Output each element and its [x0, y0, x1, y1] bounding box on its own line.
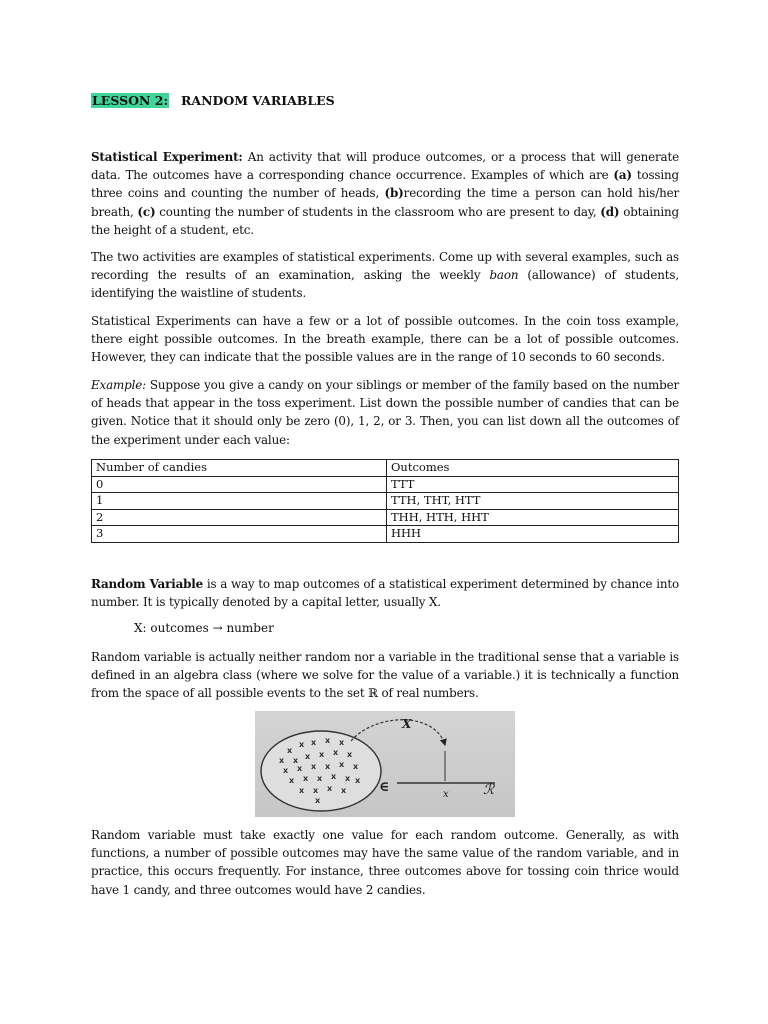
lesson-number: LESSON 2:: [92, 93, 169, 108]
outcome-point: x: [325, 736, 331, 745]
outcome-point: x: [311, 738, 317, 747]
text: counting the number of students in the classroom who are present to day,: [155, 204, 601, 219]
paragraph-function: Random variable is actually neither random nor a variable in the traditional sense that a variable is defined in an algebra class (where we solve for the value of a variable.) it is technically a function from the space of all possible events to the set ℝ of real numbers.: [91, 650, 679, 701]
table-header-row: [92, 460, 679, 477]
marker-b: (b): [384, 186, 404, 201]
random-variable-figure: [255, 711, 515, 817]
table-header-cell: Outcomes: [387, 460, 679, 477]
paragraph-example: [91, 376, 679, 449]
outcome-point: x: [287, 746, 293, 755]
text: Suppose you give a candy on your siblings or member of the family based on the number of heads that appear in the toss experiment. List down the possible number of candies that can be given. Notice that it should only be zero (0), 1, 2, or 3. Then, you can list down all the outcomes of the experiment under each value:: [91, 378, 679, 447]
outcome-point: x: [305, 752, 311, 761]
outcome-point: x: [311, 762, 317, 771]
table-cell: TTT: [387, 476, 679, 493]
outcome-point: x: [297, 764, 303, 773]
text: obtaining the height of a student, etc.: [91, 204, 680, 237]
table-row: [92, 476, 679, 493]
table-cell: TTH, THT, HTT: [387, 493, 679, 510]
outcome-point: x: [341, 786, 347, 795]
outcome-point: x: [317, 774, 323, 783]
table-cell: THH, HTH, HHT: [387, 509, 679, 526]
mapping-formula: X: outcomes → number: [134, 621, 274, 635]
element-label: x: [443, 789, 449, 800]
lesson-heading: [91, 93, 335, 108]
lesson-title: RANDOM VARIABLES: [181, 93, 335, 108]
outcome-point: x: [279, 756, 285, 765]
paragraph-outcomes: Statistical Experiments can have a few or a lot of possible outcomes. In the coin toss example, there eight possible outcomes. In the breath example, there can be a lot of possible outcomes. However, they can indicate that the possible values are in the range of 10 seconds to 60 seconds.: [91, 314, 679, 365]
text: The two activities are examples of statistical experiments. Come up with several examples, such as recording the results of an examination, asking the weekly: [91, 250, 679, 283]
text: (allowance) of students, identifying the waistline of students.: [91, 268, 679, 301]
paragraph-random-variable: [91, 575, 679, 611]
candies-outcomes-table: [91, 459, 679, 543]
reals-symbol: ℛ: [483, 782, 495, 798]
text: An activity that will produce outcomes, or a process that will generate data. The outcomes have a corresponding chance occurrence. Examples of which are: [91, 150, 679, 183]
outcome-point: x: [325, 762, 331, 771]
table-cell: 3: [92, 526, 387, 543]
text: is a way to map outcomes of a statistical experiment determined by chance into number. It is typically denoted by a capital letter, usually X.: [91, 577, 679, 610]
outcome-point: x: [315, 796, 321, 805]
outcome-point: x: [327, 784, 333, 793]
outcome-point: x: [331, 772, 337, 781]
marker-a: (a): [613, 168, 632, 183]
term-baon: baon: [489, 268, 519, 283]
example-label: Example:: [91, 378, 147, 392]
outcome-point: x: [313, 786, 319, 795]
outcome-point: x: [347, 750, 353, 759]
sample-space-ellipse: [261, 731, 381, 811]
outcome-point: x: [333, 748, 339, 757]
outcome-point: x: [339, 738, 345, 747]
outcome-point: x: [355, 776, 361, 785]
outcome-point: x: [293, 756, 299, 765]
outcome-point: x: [299, 786, 305, 795]
outcome-point: x: [339, 760, 345, 769]
table-header-cell: Number of candies: [92, 460, 387, 477]
outcome-point: x: [345, 774, 351, 783]
table-cell: 1: [92, 493, 387, 510]
marker-d: (d): [600, 204, 620, 219]
table-row: [92, 509, 679, 526]
text: recording the time a person can hold his/her breath,: [91, 186, 679, 219]
belongs-symbol: ∈: [379, 779, 390, 795]
outcome-point: x: [303, 774, 309, 783]
outcome-point: x: [353, 762, 359, 771]
outcome-point: x: [299, 740, 305, 749]
text: tossing three coins and counting the number of heads,: [91, 168, 679, 201]
table-cell: 0: [92, 476, 387, 493]
paragraph-examples: [91, 248, 679, 303]
table-cell: 2: [92, 509, 387, 526]
table-cell: HHH: [387, 526, 679, 543]
paragraph-one-value: Random variable must take exactly one value for each random outcome. Generally, as with functions, a number of possible outcomes may have the same value of the random variable, and in practice, this occurs frequently. For instance, three outcomes above for tossing coin thrice would have 1 candy, and three outcomes would have 2 candies.: [91, 828, 679, 897]
term-statistical-experiment: Statistical Experiment:: [91, 150, 243, 164]
outcome-point: x: [319, 750, 325, 759]
term-random-variable: Random Variable: [91, 577, 204, 591]
marker-c: (c): [137, 204, 156, 219]
map-label: X: [402, 717, 412, 731]
table-row: [92, 493, 679, 510]
outcome-point: x: [283, 766, 289, 775]
paragraph-statistical-experiment: [91, 148, 679, 239]
outcome-point: x: [289, 776, 295, 785]
table-row: [92, 526, 679, 543]
